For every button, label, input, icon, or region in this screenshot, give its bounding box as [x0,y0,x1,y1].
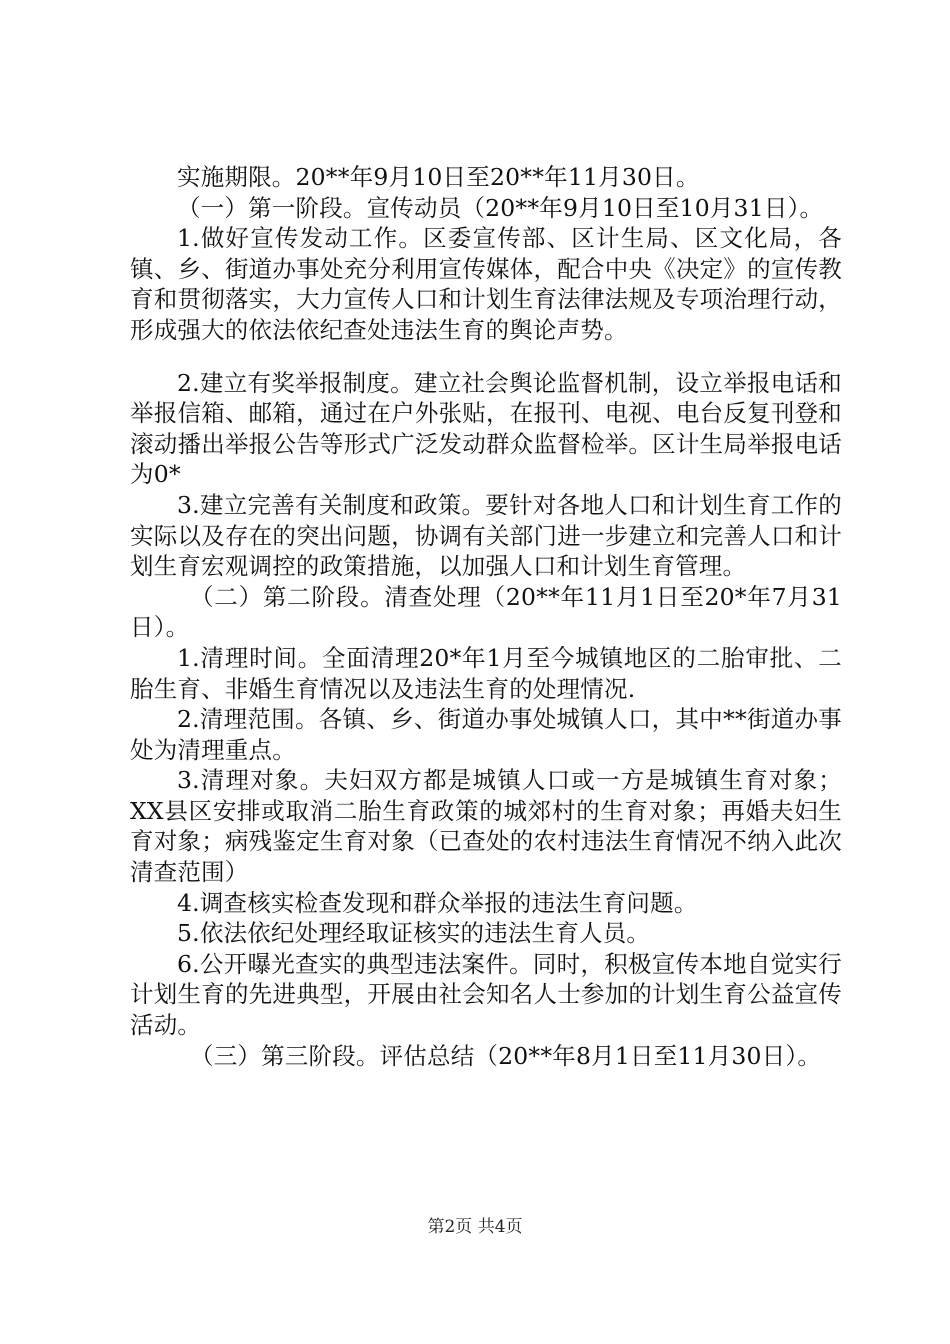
paragraph-stage-one-item-3: 3.建立完善有关制度和政策。要针对各地人口和计划生育工作的实际以及存在的突出问题，协调有关部门进一步建立和完善人口和计划生育宏观调控的政策措施，以加强人口和计划生育管理。 [130,490,842,581]
paragraph-stage-two-heading: （二）第二阶段。清查处理（20**年11月1日至20*年7月31日）。 [130,582,842,642]
paragraph-implementation-period: 实施期限。20**年9月10日至20**年11月30日。 [177,163,700,191]
paragraph-stage-two-item-5: 5.依法依纪处理经取证核实的违法生育人员。 [177,919,651,948]
paragraph-stage-one-heading: （一）第一阶段。宣传动员（20**年9月10日至10月31日）。 [177,193,824,222]
paragraph-stage-two-item-2: 2.清理范围。各镇、乡、街道办事处城镇人口，其中**街道办事处为清理重点。 [130,705,842,764]
document-body [130,162,842,1071]
paragraph-stage-three-heading: （三）第三阶段。评估总结（20**年8月1日至11月30日）。 [190,1041,822,1070]
paragraph-stage-two-item-3: 3.清理对象。夫妇双方都是城镇人口或一方是城镇生育对象；XX县区安排或取消二胎生育政策的城郊村的生育对象；再婚夫妇生育对象；病残鉴定生育对象（已查处的农村违法生育情况不纳入此次清查范围） [130,766,842,887]
paragraph-stage-two-item-4: 4.调查核实检查发现和群众举报的违法生育问题。 [177,888,698,917]
paragraph-stage-two-item-1: 1.清理时间。全面清理20*年1月至今城镇地区的二胎审批、二胎生育、非婚生育情况以及违法生育的处理情况. [130,643,842,703]
page-number-label: 第2页 共4页 [427,1217,523,1237]
paragraph-stage-one-item-1: 1.做好宣传发动工作。区委宣传部、区计生局、区文化局，各镇、乡、街道办事处充分利用宣传媒体，配合中央《决定》的宣传教育和贯彻落实，大力宣传人口和计划生育法律法规及专项治理行动，形成强大的依法依纪查处违法生育的舆论声势。 [130,224,842,344]
page-footer [0,1216,950,1238]
paragraph-stage-two-item-6: 6.公开曝光查实的典型违法案件。同时，积极宣传本地自觉实行计划生育的先进典型，开展由社会知名人士参加的计划生育公益宣传活动。 [130,949,842,1040]
paragraph-stage-one-item-2: 2.建立有奖举报制度。建立社会舆论监督机制，设立举报电话和举报信箱、邮箱，通过在户外张贴，在报刊、电视、电台反复刊登和滚动播出举报公告等形式广泛发动群众监督检举。区计生局举报电话为0* [130,368,842,489]
